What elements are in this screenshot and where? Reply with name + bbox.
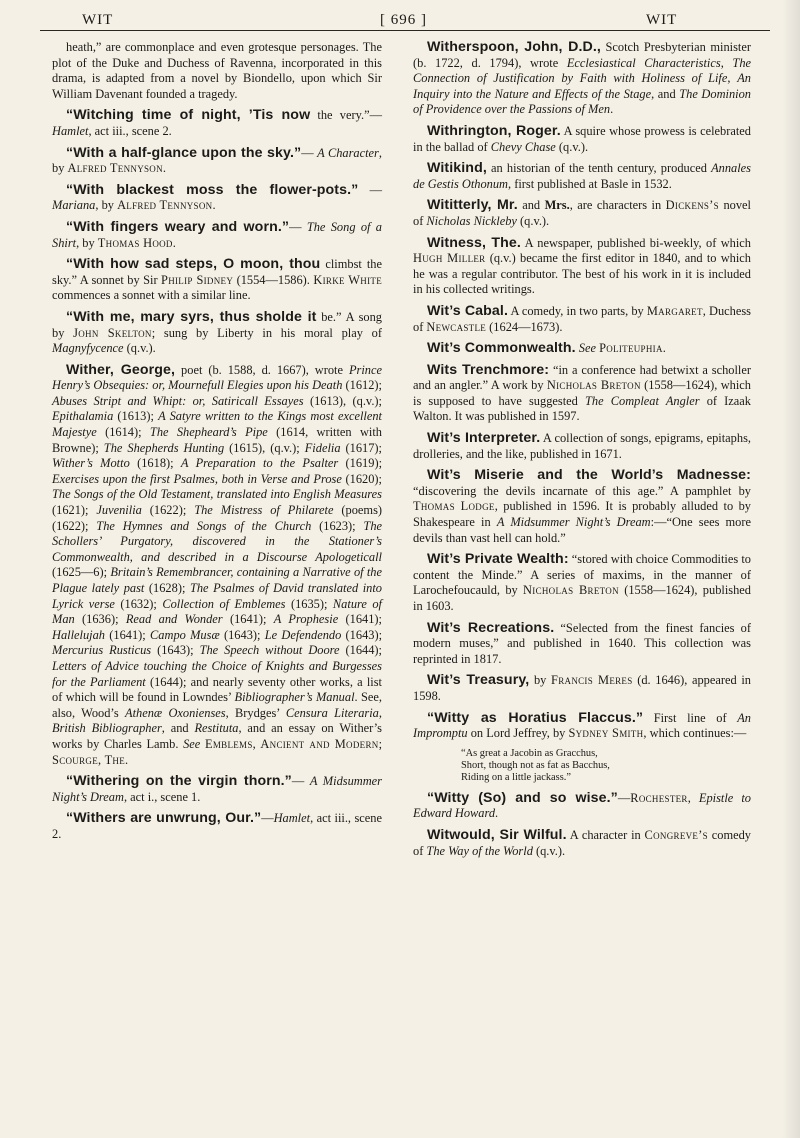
page-edge-shadow — [782, 0, 800, 1138]
entry-body: First line of An Impromptu on Lord Jeffrey, by Sydney Smith, which continues:— — [413, 710, 751, 741]
page-number: [ 696 ] — [380, 12, 427, 28]
dictionary-entry — [52, 220, 382, 251]
entry-headword: Wit’s Commonwealth. — [427, 340, 576, 357]
entry-body: an historian of the tenth century, produced Annales de Gestis Othonum, first published at Basle in 1532. — [413, 161, 751, 191]
dictionary-entry — [413, 828, 751, 859]
entry-body: A newspaper, published bi-weekly, of which Hugh Miller (q.v.) became the first editor in 1840, and to which he was a regular contributor. The best of his work in it is included in his collected writings. — [413, 235, 751, 297]
entry-headword: Wit’s Cabal. — [427, 302, 508, 319]
entry-headword: Withrington, Roger. — [427, 122, 561, 139]
dictionary-entry — [413, 161, 751, 192]
entry-headword: “With fingers weary and worn.” — [66, 218, 290, 235]
entry-headword: Wits Trenchmore: — [427, 361, 550, 378]
entry-headword: “With me, mary syrs, thus sholde it — [66, 308, 317, 325]
dictionary-entry — [52, 310, 382, 357]
verse-line: Short, though not as fat as Bacchus, — [461, 759, 610, 771]
dictionary-entry — [413, 621, 751, 668]
entry-headword: Witherspoon, John, D.D., — [427, 39, 601, 55]
entry-headword: Wit’s Private Wealth: — [427, 551, 569, 568]
dictionary-entry — [52, 183, 382, 214]
entry-body: —Rochester, Epistle to Edward Howard. — [413, 790, 751, 821]
entry-body: climbst the sky.” A sonnet by Sir Philip Sidney (1554—1586). Kirke White commences a sonnet with a similar line. — [52, 257, 382, 303]
entry-body: “stored with choice Commodities to content the Minde.” A series of maxims, in the manner of Larochefoucauld, by Nicholas Breton (1558—1624), published in 1603. — [413, 552, 751, 613]
entry-headword: Witikind, — [427, 160, 487, 177]
entry-body: — The Song of a Shirt, by Thomas Hood. — [52, 219, 383, 250]
entry-body: “in a conference had betwixt a scholler and an angler.” A work by Nicholas Breton (1558—1624), which is supposed to have suggested The Compleat Angler of Izaak Walton. It was published in 1597. — [413, 362, 752, 424]
dictionary-entry — [52, 811, 382, 842]
entry-body: —Hamlet, act iii., scene 2. — [52, 811, 382, 841]
dictionary-entry — [52, 108, 382, 139]
entry-body: “Selected from the finest fancies of modern muses,” and published in 1640. This collection was reprinted in 1817. — [413, 620, 751, 666]
entry-body: and Mrs., are characters in Dickens’s novel of Nicholas Nickleby (q.v.). — [413, 198, 751, 228]
running-header — [36, 8, 766, 36]
dictionary-entry — [413, 673, 751, 704]
left-column — [52, 40, 382, 849]
dictionary-entry — [413, 341, 751, 357]
dictionary-entry — [52, 774, 382, 805]
dictionary-entry — [52, 40, 382, 102]
entry-body: be.” A song by John Skelton; sung by Liberty in his moral play of Magnyfycence (q.v.). — [52, 309, 382, 356]
entry-headword: Witness, The. — [427, 234, 521, 251]
dictionary-entry — [413, 431, 751, 462]
entry-headword: Wit’s Recreations. — [427, 619, 555, 636]
entry-headword: “Witching time of night, ’Tis now — [66, 107, 311, 124]
header-left-word: WIT — [82, 12, 114, 28]
dictionary-entry — [413, 468, 751, 546]
entry-body: — A Midsummer Night’s Dream, act i., scene 1. — [52, 774, 382, 804]
header-rule — [40, 30, 770, 31]
entry-body: A comedy, in two parts, by Margaret, Duchess of Newcastle (1624—1673). — [413, 303, 751, 334]
dictionary-entry — [413, 304, 751, 335]
dictionary-entry — [413, 236, 751, 298]
dictionary-entry — [413, 552, 751, 614]
dictionary-entry — [413, 40, 751, 118]
entry-headword: “Witty as Horatius Flaccus.” — [427, 709, 644, 726]
dictionary-entry — [413, 711, 751, 742]
dictionary-entry — [413, 791, 751, 822]
entry-headword: Wit’s Miserie and the World’s Madnesse: — [427, 467, 751, 484]
verse-line: Riding on a little jackass.” — [461, 771, 571, 783]
entry-headword: “Withers are unwrung, Our.” — [66, 810, 262, 827]
verse-quotation — [461, 748, 751, 784]
entry-headword: Wit’s Interpreter. — [427, 430, 541, 447]
verse-line: “As great a Jacobin as Gracchus, — [461, 747, 598, 759]
dictionary-entry — [413, 198, 751, 229]
entry-body: Scotch Presbyterian minister (b. 1722, d. 1794), wrote Ecclesiastical Characteristics, The Connection of Justification by Faith with Holiness of Life, An Inquiry into the Nature and Effects of the Stage, and The Dominion of Providence over the Passions of Men. — [413, 40, 752, 117]
header-right-word: WIT — [646, 12, 678, 28]
entry-body: A squire whose prowess is celebrated in the ballad of Chevy Chase (q.v.). — [413, 123, 751, 154]
dictionary-entry — [52, 257, 382, 304]
entry-headword: “Witty (So) and so wise.” — [427, 789, 618, 806]
entry-body: A character in Congreve’s comedy of The Way of the World (q.v.). — [413, 827, 751, 858]
entry-body: heath,” are commonplace and even grotesque personages. The plot of the Duke and Duchess of Ravenna, incorporated in this drama, is adapted from a novel by Biondello, upon which Sir William Davenant founded a tragedy. — [52, 40, 382, 101]
entry-headword: “With how sad steps, O moon, thou — [66, 256, 321, 273]
entry-body: See Politeuphia. — [578, 341, 666, 356]
dictionary-entry — [413, 363, 751, 425]
entry-body: by Francis Meres (d. 1646), appeared in 1598. — [413, 673, 751, 703]
entry-headword: Wit’s Treasury, — [427, 672, 530, 689]
entry-headword: “With blackest moss the flower-pots.” — [66, 181, 359, 198]
dictionary-entry — [52, 146, 382, 177]
dictionary-entry — [52, 363, 382, 768]
entry-body: — A Character, by Alfred Tennyson. — [52, 145, 382, 176]
dictionary-entry — [413, 124, 751, 155]
entry-body: the very.”—Hamlet, act iii., scene 2. — [52, 108, 382, 138]
entry-headword: Wither, George, — [66, 361, 176, 378]
right-column — [413, 40, 751, 865]
entry-headword: Witwould, Sir Wilful. — [427, 826, 567, 843]
entry-body: —Mariana, by Alfred Tennyson. — [52, 182, 382, 213]
entry-body: A collection of songs, epigrams, epitaphs, drolleries, and the like, published in 1671. — [413, 431, 751, 461]
entry-body: “discovering the devils incarnate of this age.” A pamphlet by Thomas Lodge, published in 1596. It is probably alluded to by Shakespeare in A Midsummer Night’s Dream:—“One sees more devils than vast hell can hold.” — [413, 483, 751, 545]
entry-headword: “Withering on the virgin thorn.” — [66, 773, 292, 790]
entry-headword: Wititterly, Mr. — [427, 197, 518, 214]
entry-headword: “With a half-glance upon the sky.” — [66, 144, 302, 161]
entry-body: poet (b. 1588, d. 1667), wrote Prince Henry’s Obsequies: or, Mournefull Elegies upon his Death (1612); Abuses Stript and Whipt: or, Satiricall Essayes (1613), (q.v.); Epithalamia (1613); A Satyre written to the Kings most excellent Majestye (1614); The Shepheard’s Pipe (1614, written with Browne); The Shepherds Hunting (1615), (q.v.); Fidelia (1617); Wither’s Motto (1618); A Preparation to the Psalter (1619); Exercises upon the first Psalmes, both in Verse and Prose (1620); The Songs of the Old Testament, translated into English Measures (1621); Juvenilia (1622); The Mistress of Philarete (poems) (1622); The Hymnes and Songs of the Church (1623); The Schollers’ Purgatory, discovered in the Stationer’s Commonwealth, and described in a Discourse Apologeticall (1625—6); Britain’s Remembrancer, containing a Narrative of the Plague lately past (1628); The Psalmes of David translated into Lyrick verse (1632); Collection of Emblemes (1635); Nature of Man (1636); Read and Wonder (1641); A Prophesie (1641); Hallelujah (1641); Campo Musæ (1643); Le Defendendo (1643); Mercurius Rusticus (1643); The Speech without Doore (1644); Letters of Advice touching the Choice of Knights and Burgesses for the Parliament (1644); and nearly seventy other works, a list of which will be found in Lowndes’ Bibliographer’s Manual. See, also, Wood’s Athenæ Oxonienses, Brydges’ Censura Literaria, British Bibliographer, and Restituta, and an essay on Wither’s works by Charles Lamb. See Emblems, Ancient and Modern; Scourge, The. — [52, 362, 383, 767]
